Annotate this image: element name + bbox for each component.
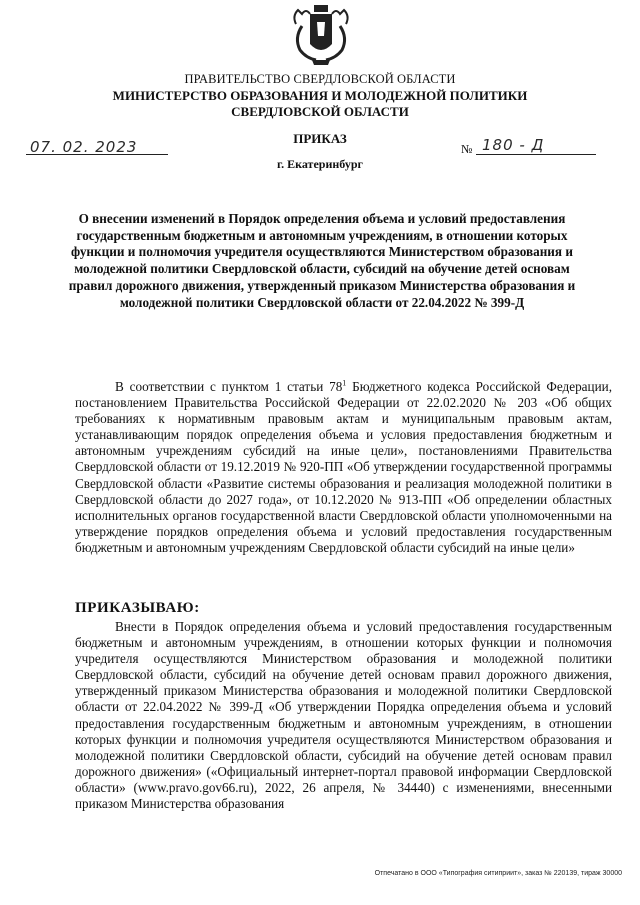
preamble-part-1: В соответствии с пунктом 1 статьи 78 [115, 379, 343, 394]
preamble-part-2: Бюджетного кодекса Российской Федерации, постановлением Правительства Российской Федерации от 22.02.2020 № 203 «Об общих требованиях к нормативным правовым актам и муниципальным правовым актам, устанавливающим порядок определения объема и условия предоставления бюджетным и автономным учреждениям субсидий на иные цели», постановлениями Правительства Свердловской области от 19.12.2019 № 920-ПП «Об утверждении государственной программы Свердловской области «Развитие системы образования и реализация молодежной политики в Свердловской области до 2027 года», от 10.12.2020 № 913-ПП «Об определении областных исполнительных органов государственной власти Свердловской области уполномоченными на утверждение порядков определения объема и условий предоставления государственным бюджетным и автономным учреждениям Свердловской области субсидий на иные цели» [75, 379, 612, 555]
document-type: ПРИКАЗ [293, 131, 347, 146]
document-title: О внесении изменений в Порядок определения объема и условий предоставления государственным бюджетным и автономным учреждениям, в отношении которых функции и полномочия учредителя осуществляются Министерством образования и молодежной политики Свердловской области, субсидий на обучение детей основам правил дорожного движения, утвержденный приказом Министерства образования и молодежной политики Свердловской области от 22.04.2022 № 399-Д [68, 211, 576, 310]
number-label: № [461, 142, 473, 156]
number-underline [476, 154, 596, 155]
government-title: ПРАВИТЕЛЬСТВО СВЕРДЛОВСКОЙ ОБЛАСТИ [184, 72, 456, 86]
ministry-title-line-2: СВЕРДЛОВСКОЙ ОБЛАСТИ [231, 104, 409, 119]
date-underline [26, 154, 168, 155]
ministry-title-line-1: МИНИСТЕРСТВО ОБРАЗОВАНИЯ И МОЛОДЕЖНОЙ ПОЛИТИКИ [112, 88, 528, 103]
article-superscript: 1 [342, 378, 347, 388]
body-section [75, 619, 612, 812]
order-number: 180 - Д [482, 136, 545, 154]
command-heading: ПРИКАЗЫВАЮ: [75, 600, 200, 616]
order-date: 07. 02. 2023 [30, 138, 138, 156]
preamble [75, 379, 612, 556]
city: г. Екатеринбург [277, 157, 363, 171]
body-paragraph: Внести в Порядок определения объема и условий предоставления государственным бюджетным и автономным учреждениям, в отношении которых функции и полномочия учредителя осуществляются Министерством образования и молодежной политики Свердловской области, субсидий на обучение детей основам правил дорожного движения, утвержденный приказом Министерства образования и молодежной политики Свердловской области от 22.04.2022 № 399-Д «Об утверждении Порядка определения объема и условий предоставления государственным бюджетным и автономным учреждениям, в отношении которых функции и полномочия учредителя осуществляются Министерством образования и молодежной политики Свердловской области, субсидий на обучение детей основам правил дорожного движения» («Официальный интернет-портал правовой информации Свердловской области» (www.pravo.gov66.ru), 2022, 26 апреля, № 34440) с изменениями, внесенными приказом Министерства образования [75, 619, 612, 812]
coat-of-arms-emblem [288, 4, 354, 66]
printing-note: Отпечатано в ООО «Типография ситиприит», заказ № 220139, тираж 30000 [374, 870, 622, 877]
